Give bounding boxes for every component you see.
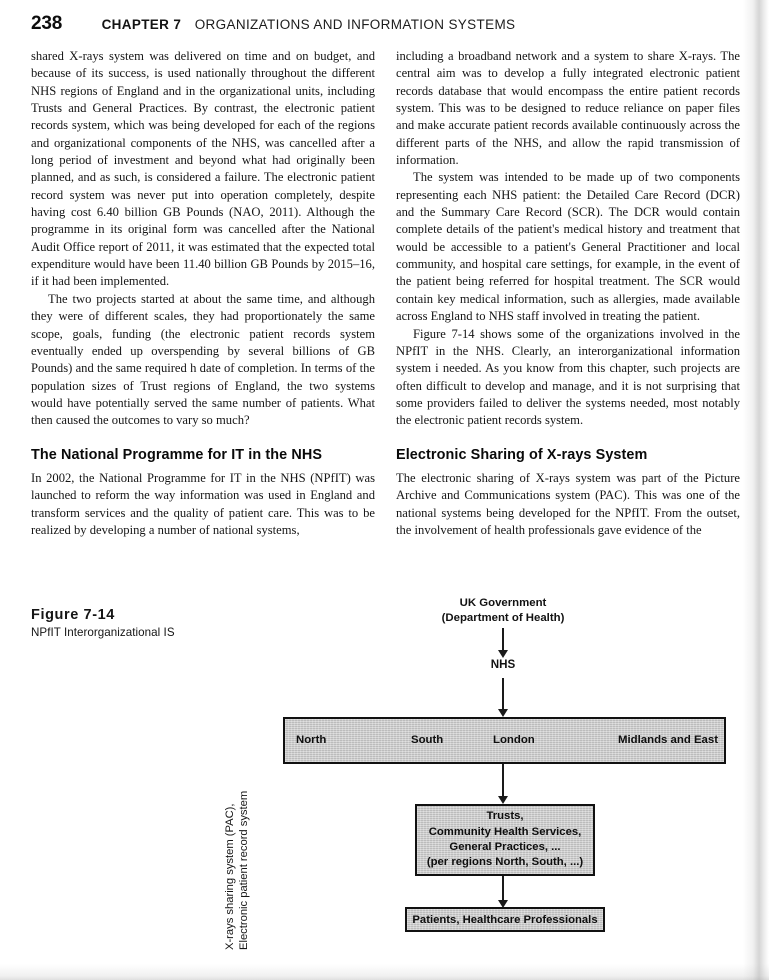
body-text-column-left	[31, 48, 375, 539]
paragraph: The electronic sharing of X-rays system was part of the Picture Archive and Communications system (PAC). This was one of the national systems being developed for the NPfIT. From the outset, the involvement of health professionals gave evidence of the	[396, 470, 740, 537]
arrow-shaft	[502, 764, 504, 798]
side-label-line-1: X-rays sharing system (PAC),	[224, 803, 236, 950]
section-heading-national-programme: The National Programme for IT in the NHS	[31, 446, 323, 463]
section-heading-electronic-sharing: Electronic Sharing of X-rays System	[396, 446, 648, 463]
patients-label: Patients, Healthcare Professionals	[412, 913, 598, 926]
figure-title: NPfIT Interorganizational IS	[31, 626, 175, 639]
region-label-midlands-and-east: Midlands and East	[618, 734, 719, 746]
diagram-box-regions	[283, 717, 726, 764]
diagram-box-trusts	[415, 804, 595, 876]
chapter-number: CHAPTER 7	[101, 17, 182, 32]
figure-label: Figure 7-14	[31, 607, 115, 623]
paragraph: shared X-rays system was delivered on time and on budget, and because of its success, is used nationally throughout the different NHS regions of England and in the organizational units, including Trusts and General Practices. By contrast, the electronic patient records system, which was being developed for each of the regions and organizational components of the NHS, was cancelled after a long period of investment and beyond what had originally been planned, and as such, is considered a failure. The electronic patient record system was never put into operation completely, despite having cost 6.40 billion GB Pounds (NAO, 2011). Although the programme in its original form was cancelled after the National Audit Office report of 2011, it was estimated that the expected total expenditure would have been 11.40 billion GB Pounds by 2015–16, if it had been implemented.	[31, 49, 375, 289]
diagram-box-patients	[405, 907, 605, 932]
body-text-column-right	[396, 48, 740, 539]
trusts-line-2: Community Health Services,	[428, 825, 582, 838]
uk-government-line-1: UK Government	[459, 597, 547, 609]
trusts-line-3: General Practices, ...	[449, 841, 561, 853]
side-label-line-2: Electronic patient record system	[238, 790, 250, 950]
uk-government-line-2: (Department of Health)	[441, 611, 565, 624]
region-label-london: London	[493, 734, 535, 746]
page-edge-shadow-bottom	[0, 964, 769, 980]
trusts-line-4: (per regions North, South, ...)	[426, 856, 584, 869]
arrow-head-icon	[498, 796, 508, 804]
running-head	[31, 13, 731, 35]
arrow-shaft	[502, 628, 504, 651]
diagram-node-uk-government	[398, 596, 608, 625]
paragraph: including a broadband network and a system to share X-rays. The central aim was to develop a fully integrated electronic patient records database that would encompass the entire patient records system. This was to be designed to reduce reliance on paper files and make accurate patient records available continuously across the different parts of the NHS, and allow the rapid transmission of information.	[396, 49, 740, 168]
diagram-side-label	[224, 740, 270, 950]
trusts-line-1: Trusts,	[486, 810, 524, 823]
paragraph: In 2002, the National Programme for IT in the NHS (NPfIT) was launched to reform the way information was used in England and transform services and the quality of patient care. This was to be realized by developing a number of national systems,	[31, 470, 375, 537]
arrow-head-icon	[498, 650, 508, 658]
paragraph: Figure 7-14 shows some of the organizations involved in the NPfIT in the NHS. Clearly, an interorganizational information system i needed. As you know from this chapter, such projects are often difficult to develop and manage, and it is not surprising that some providers failed to deliver the systems needed, most notably the electronic patient records system.	[396, 326, 740, 428]
arrow-shaft	[502, 678, 504, 711]
region-label-south: South	[411, 734, 444, 746]
page-number: 238	[31, 13, 63, 34]
diagram-node-nhs: NHS	[490, 658, 516, 671]
arrow-shaft	[502, 876, 504, 902]
region-label-north: North	[296, 734, 327, 746]
paragraph: The two projects started at about the same time, and although they were of different scales, they had proportionately the same scope, goals, funding (the electronic patient records system eventually ended up overspending by several billions of GB Pounds) and the same required h date of completion. In terms of the population sizes of Trust regions of England, the two systems would have potentially served the same number of patients. What then caused the outcomes to vary so much?	[31, 291, 375, 428]
arrow-head-icon	[498, 709, 508, 717]
paragraph: The system was intended to be made up of two components representing each NHS patient: the Detailed Care Record (DCR) and the Summary Care Record (SCR). The DCR would contain complete details of the patient's medical history and treatment that would be accessible to a patient's General Practitioner and local community, and hospital care settings, for example, in the event of the patient being referred for hospital treatment. The SCR would contain key medical information, such as allergies, made available across England to NHS staff involved in treating the patient.	[396, 170, 740, 324]
figure-diagram	[0, 592, 769, 952]
chapter-title: ORGANIZATIONS AND INFORMATION SYSTEMS	[194, 17, 516, 32]
